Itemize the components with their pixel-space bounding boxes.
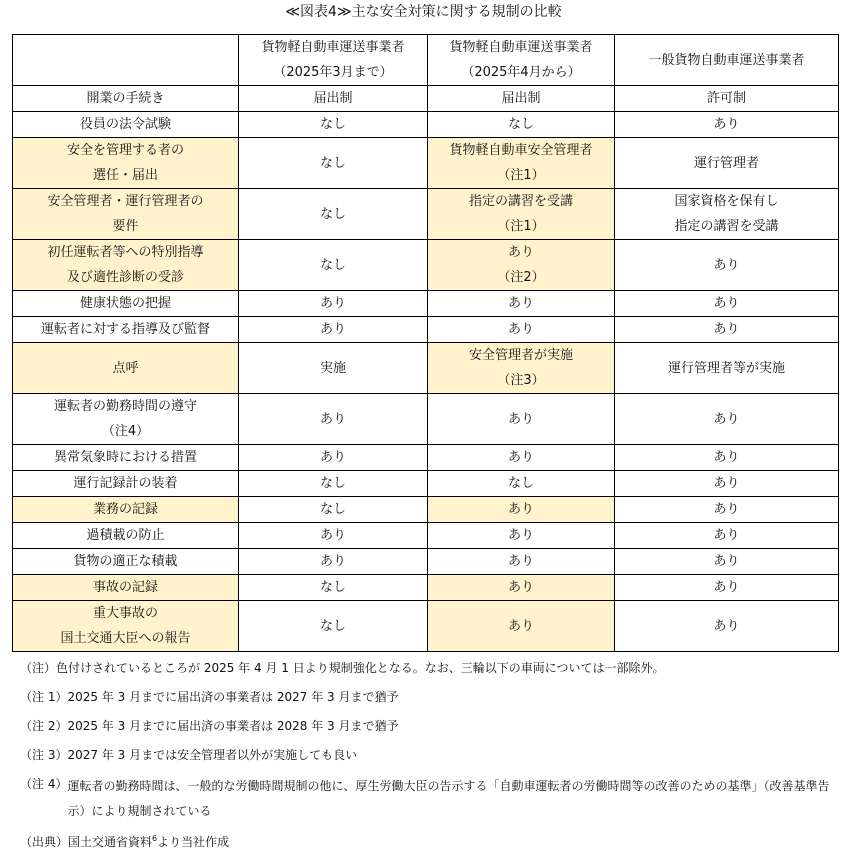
table-row: [13, 575, 839, 601]
row-label: [13, 549, 239, 575]
cell-light-until-2025-03: [239, 549, 428, 575]
comparison-table: [12, 34, 839, 652]
cell-line: あり: [319, 528, 346, 543]
cell-line: 一般貨物自動車運送事業者: [648, 52, 805, 68]
cell-light-from-2025-04: [428, 291, 615, 317]
note-text: 2025 年 3 月までに届出済の事業者は 2027 年 3 月まで猶予: [67, 690, 399, 704]
source-text: [68, 832, 835, 853]
note-3: [20, 745, 835, 766]
cell-line: あり: [713, 450, 740, 465]
cell-line: あり: [507, 554, 534, 569]
note-text: 2025 年 3 月までに届出済の事業者は 2028 年 3 月まで猶予: [67, 719, 399, 733]
source-text-after: より当社作成: [157, 835, 230, 849]
cell-light-until-2025-03: [239, 317, 428, 343]
note-text: 色付けされているところが 2025 年 4 月 1 日より規制強化となる。なお、三輪以下の車両については一部除外。: [56, 661, 665, 675]
cell-line: 重大事故の: [92, 606, 158, 621]
cell-general: [615, 549, 839, 575]
cell-line: あり: [713, 476, 740, 491]
cell-line: 健康状態の把握: [79, 296, 171, 311]
cell-light-until-2025-03: [239, 601, 428, 652]
cell-line: 指定の講習を受講: [468, 194, 573, 209]
cell-light-from-2025-04: [428, 497, 615, 523]
cell-light-until-2025-03: [239, 394, 428, 445]
cell-light-until-2025-03: [239, 575, 428, 601]
row-label: [13, 394, 239, 445]
notes: [20, 658, 835, 861]
cell-line: あり: [507, 528, 534, 543]
cell-line: 安全管理者が実施: [468, 348, 573, 363]
cell-light-from-2025-04: [428, 471, 615, 497]
cell-line: 安全を管理する者の: [66, 143, 184, 158]
cell-line: なし: [319, 257, 346, 273]
table-row: [13, 445, 839, 471]
table-row: [13, 317, 839, 343]
cell-line: あり: [713, 322, 740, 337]
cell-light-from-2025-04: [428, 317, 615, 343]
note-1: [20, 687, 835, 708]
cell-line: あり: [319, 411, 346, 427]
cell-line: あり: [319, 296, 346, 311]
cell-line: あり: [507, 450, 534, 465]
table-row: [13, 601, 839, 652]
column-header: [428, 35, 615, 86]
cell-general: [615, 497, 839, 523]
cell-line: なし: [319, 502, 346, 517]
note-text: 2027 年 3 月までは安全管理者以外が実施しても良い: [67, 748, 358, 762]
cell-line: あり: [507, 618, 534, 634]
cell-light-from-2025-04: [428, 138, 615, 189]
cell-line: 貨物軽自動車運送事業者: [449, 40, 593, 55]
cell-light-from-2025-04: [428, 240, 615, 291]
cell-general: [615, 240, 839, 291]
cell-general: [615, 523, 839, 549]
cell-line: 要件: [112, 219, 139, 234]
row-label: [13, 189, 239, 240]
cell-line: あり: [507, 580, 534, 595]
table-row: [13, 112, 839, 138]
cell-line: なし: [319, 476, 346, 491]
cell-line: 貨物の適正な積載: [73, 554, 178, 569]
table-row: [13, 343, 839, 394]
cell-line: あり: [713, 502, 740, 517]
cell-line: 業務の記録: [92, 502, 158, 517]
cell-general: [615, 317, 839, 343]
cell-line: （2025年4月から）: [461, 65, 581, 80]
cell-line: 届出制: [501, 91, 541, 106]
cell-line: あり: [713, 618, 740, 634]
row-label: [13, 575, 239, 601]
cell-line: なし: [319, 618, 346, 634]
table-row: [13, 471, 839, 497]
row-label: [13, 86, 239, 112]
note-tag: （注 1）: [20, 690, 68, 704]
cell-line: 国家資格を保有し: [674, 194, 779, 209]
cell-line: 指定の講習を受講: [674, 219, 779, 234]
table-row: [13, 549, 839, 575]
cell-light-from-2025-04: [428, 112, 615, 138]
cell-line: あり: [507, 245, 534, 260]
cell-light-until-2025-03: [239, 291, 428, 317]
cell-line: （注1）: [497, 219, 545, 234]
cell-line: 過積載の防止: [86, 528, 165, 543]
table-row: [13, 394, 839, 445]
cell-line: あり: [713, 528, 740, 543]
cell-line: 運行管理者等が実施: [667, 360, 785, 376]
cell-light-until-2025-03: [239, 240, 428, 291]
note-source: [20, 832, 835, 853]
cell-line: なし: [319, 206, 346, 222]
cell-line: （注1）: [497, 168, 545, 183]
cell-light-from-2025-04: [428, 601, 615, 652]
cell-line: （注3）: [497, 373, 545, 388]
cell-line: 事故の記録: [92, 580, 158, 595]
cell-line: あり: [507, 502, 534, 517]
cell-line: 初任運転者等への特別指導: [47, 245, 204, 260]
cell-general: [615, 445, 839, 471]
note-general: [20, 658, 835, 679]
cell-light-until-2025-03: [239, 343, 428, 394]
cell-light-until-2025-03: [239, 138, 428, 189]
footnote-ref: 6: [152, 834, 158, 843]
cell-light-from-2025-04: [428, 394, 615, 445]
cell-general: [615, 471, 839, 497]
cell-line: あり: [319, 322, 346, 337]
row-label: [13, 291, 239, 317]
cell-general: [615, 343, 839, 394]
figure-title: ≪図表4≫主な安全対策に関する規制の比較: [285, 4, 562, 20]
cell-line: あり: [713, 411, 740, 427]
cell-line: 運行記録計の装着: [73, 476, 178, 491]
column-header: [615, 35, 839, 86]
cell-general: [615, 575, 839, 601]
cell-line: 選任・届出: [92, 168, 158, 183]
cell-line: 及び適性診断の受診: [66, 270, 184, 285]
cell-line: 運転者に対する指導及び監督: [40, 322, 210, 337]
note-tag: （注）: [20, 661, 57, 675]
cell-line: あり: [507, 296, 534, 311]
cell-line: 許可制: [706, 91, 746, 106]
cell-light-from-2025-04: [428, 445, 615, 471]
cell-general: [615, 86, 839, 112]
cell-line: なし: [507, 476, 534, 491]
cell-line: あり: [713, 580, 740, 595]
cell-general: [615, 112, 839, 138]
cell-line: 点呼: [112, 360, 139, 376]
cell-line: なし: [319, 155, 346, 171]
cell-line: 国土交通大臣への報告: [60, 631, 191, 646]
cell-light-until-2025-03: [239, 497, 428, 523]
header-corner: [13, 35, 239, 86]
note-tag: （注 4）: [20, 777, 68, 791]
cell-line: なし: [319, 580, 346, 595]
table-row: [13, 497, 839, 523]
cell-line: （注4）: [101, 424, 150, 439]
note-tag: （出典）: [20, 835, 69, 849]
cell-general: [615, 138, 839, 189]
row-label: [13, 317, 239, 343]
cell-general: [615, 601, 839, 652]
cell-light-from-2025-04: [428, 86, 615, 112]
cell-light-until-2025-03: [239, 86, 428, 112]
cell-line: （注2）: [497, 270, 545, 285]
cell-light-until-2025-03: [239, 471, 428, 497]
row-label: [13, 343, 239, 394]
cell-line: 異常気象時における措置: [53, 450, 197, 465]
cell-line: あり: [507, 411, 534, 427]
column-header: [239, 35, 428, 86]
note-4: [20, 774, 835, 824]
cell-light-from-2025-04: [428, 523, 615, 549]
row-label: [13, 240, 239, 291]
cell-line: 役員の法令試験: [79, 117, 171, 132]
table-row: [13, 291, 839, 317]
cell-line: あり: [713, 117, 740, 132]
cell-light-until-2025-03: [239, 189, 428, 240]
cell-light-until-2025-03: [239, 523, 428, 549]
cell-light-until-2025-03: [239, 112, 428, 138]
row-label: [13, 138, 239, 189]
row-label: [13, 445, 239, 471]
row-label: [13, 112, 239, 138]
note-tag: （注 3）: [20, 748, 68, 762]
cell-line: 安全管理者・運行管理者の: [47, 194, 204, 209]
cell-light-from-2025-04: [428, 189, 615, 240]
cell-line: 開業の手続き: [86, 91, 165, 106]
cell-line: あり: [713, 554, 740, 569]
table-row: [13, 138, 839, 189]
note-2: [20, 716, 835, 737]
cell-light-from-2025-04: [428, 549, 615, 575]
cell-light-until-2025-03: [239, 445, 428, 471]
header-row: [13, 35, 839, 86]
cell-light-from-2025-04: [428, 343, 615, 394]
cell-general: [615, 189, 839, 240]
cell-line: 運行管理者: [693, 155, 759, 171]
cell-line: 貨物軽自動車運送事業者: [261, 40, 405, 55]
note-tag: （注 2）: [20, 719, 68, 733]
cell-line: 運転者の勤務時間の遵守: [53, 399, 197, 414]
note-text: 運転者の勤務時間は、一般的な労働時間規制の他に、厚生労働大臣の告示する「自動車運転者の労働時間等の改善のための基準」（改善基準告示）により規制されている: [67, 779, 830, 818]
source-text-before: 国土交通省資料: [68, 835, 153, 849]
table-row: [13, 240, 839, 291]
table-row: [13, 189, 839, 240]
cell-line: あり: [319, 450, 346, 465]
cell-line: あり: [319, 554, 346, 569]
cell-line: （2025年3月まで）: [273, 65, 393, 80]
row-label: [13, 497, 239, 523]
cell-line: なし: [319, 117, 346, 132]
cell-line: あり: [713, 296, 740, 311]
cell-general: [615, 291, 839, 317]
cell-general: [615, 394, 839, 445]
row-label: [13, 523, 239, 549]
row-label: [13, 471, 239, 497]
cell-line: あり: [713, 257, 740, 273]
cell-light-from-2025-04: [428, 575, 615, 601]
table-row: [13, 86, 839, 112]
cell-line: 実施: [319, 360, 346, 376]
cell-line: 貨物軽自動車安全管理者: [449, 143, 593, 158]
table-row: [13, 523, 839, 549]
cell-line: 届出制: [313, 91, 353, 106]
row-label: [13, 601, 239, 652]
cell-line: あり: [507, 322, 534, 337]
cell-line: なし: [507, 117, 534, 132]
